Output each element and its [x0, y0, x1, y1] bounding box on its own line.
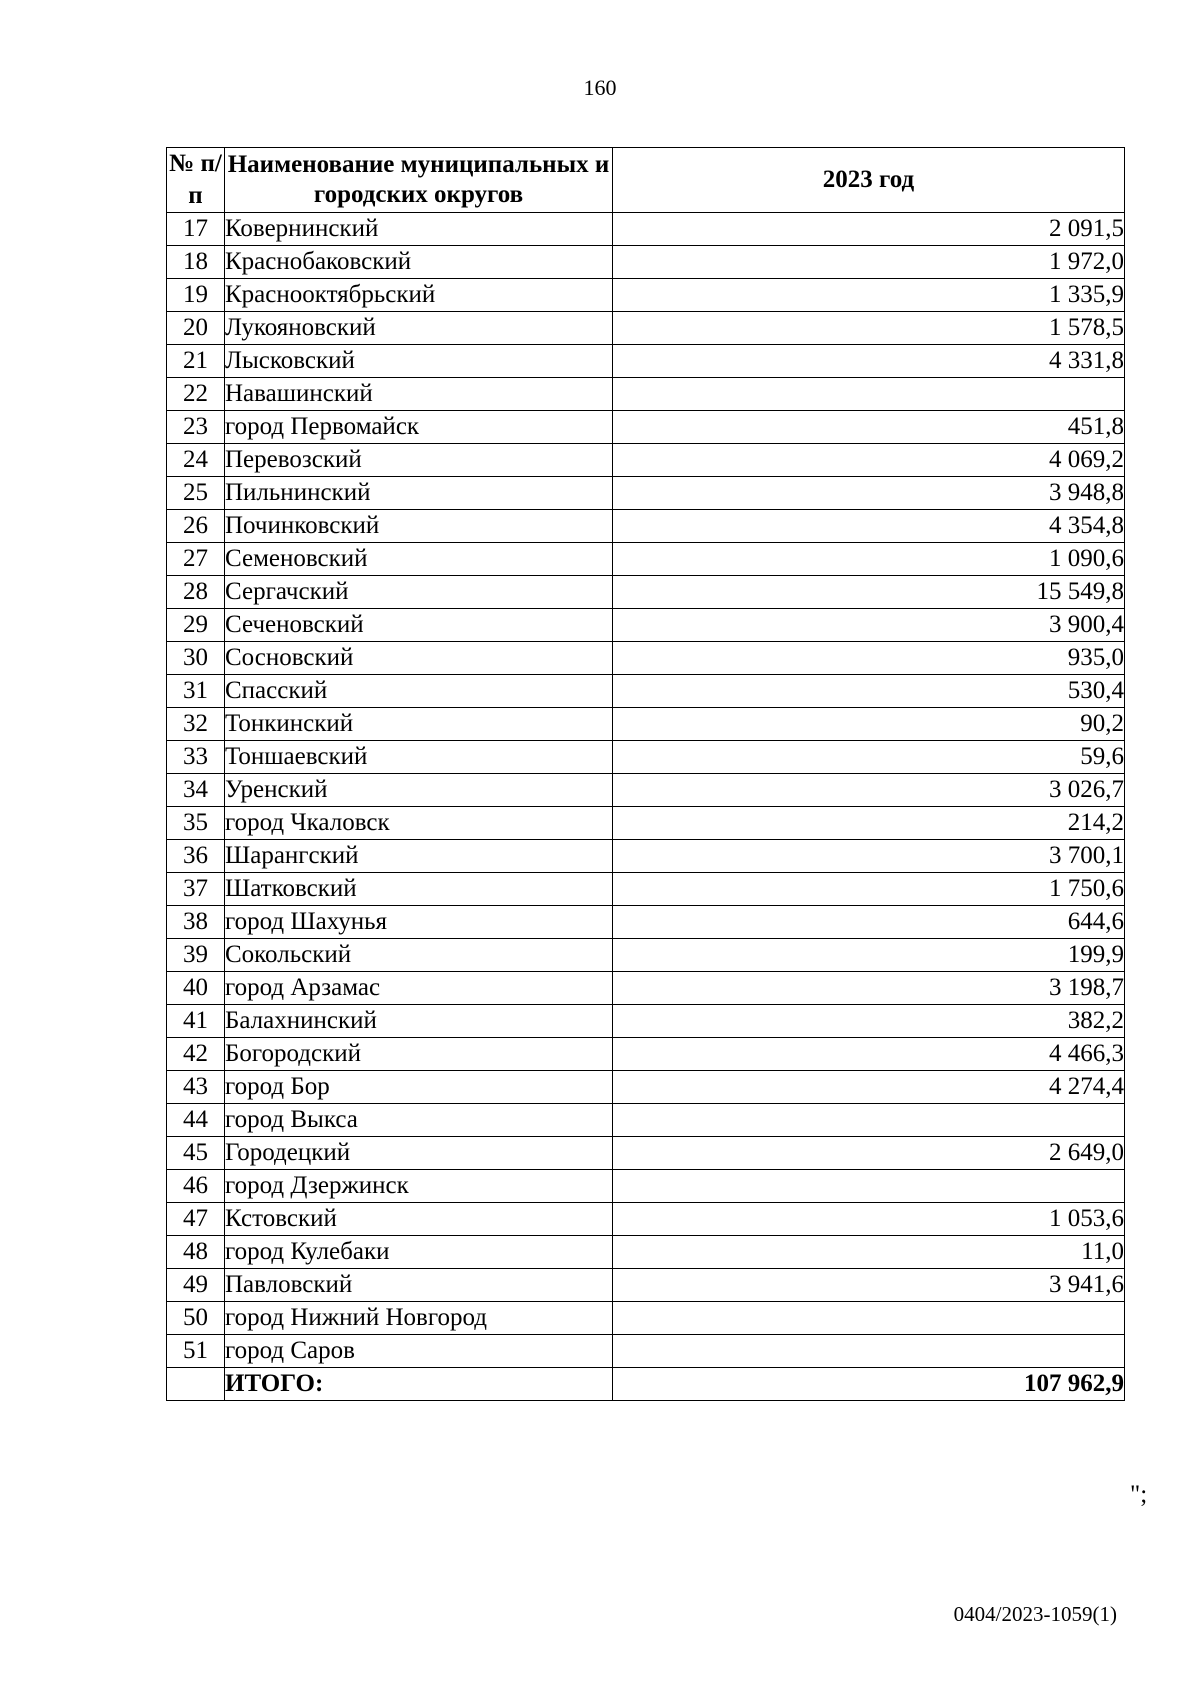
row-value — [613, 378, 1125, 411]
row-value — [613, 1302, 1125, 1335]
row-number: 44 — [167, 1104, 225, 1137]
row-value: 3 026,7 — [613, 774, 1125, 807]
row-value — [613, 1170, 1125, 1203]
row-number: 29 — [167, 609, 225, 642]
row-number: 36 — [167, 840, 225, 873]
row-name: Сокольский — [225, 939, 613, 972]
row-value: 530,4 — [613, 675, 1125, 708]
row-value — [613, 1335, 1125, 1368]
row-number: 21 — [167, 345, 225, 378]
row-name: город Дзержинск — [225, 1170, 613, 1203]
table-row — [167, 1335, 1125, 1368]
row-value: 90,2 — [613, 708, 1125, 741]
row-name: город Шахунья — [225, 906, 613, 939]
table-row — [167, 840, 1125, 873]
row-name: Городецкий — [225, 1137, 613, 1170]
row-number: 25 — [167, 477, 225, 510]
row-value: 3 941,6 — [613, 1269, 1125, 1302]
row-name: Уренский — [225, 774, 613, 807]
row-number: 46 — [167, 1170, 225, 1203]
row-name: Сосновский — [225, 642, 613, 675]
table-row — [167, 1170, 1125, 1203]
row-name: город Саров — [225, 1335, 613, 1368]
row-value: 199,9 — [613, 939, 1125, 972]
total-number-cell — [167, 1368, 225, 1401]
table-row — [167, 774, 1125, 807]
table-body — [167, 213, 1125, 1368]
row-number: 50 — [167, 1302, 225, 1335]
row-name: Пильнинский — [225, 477, 613, 510]
table-row — [167, 906, 1125, 939]
table-row — [167, 741, 1125, 774]
row-number: 31 — [167, 675, 225, 708]
row-number: 37 — [167, 873, 225, 906]
row-name: город Арзамас — [225, 972, 613, 1005]
row-number: 28 — [167, 576, 225, 609]
table-row — [167, 213, 1125, 246]
row-value — [613, 1104, 1125, 1137]
row-value: 4 274,4 — [613, 1071, 1125, 1104]
row-number: 23 — [167, 411, 225, 444]
row-name: Сеченовский — [225, 609, 613, 642]
table-row — [167, 708, 1125, 741]
row-name: Краснобаковский — [225, 246, 613, 279]
row-name: Сергачский — [225, 576, 613, 609]
row-number: 30 — [167, 642, 225, 675]
table-row — [167, 1302, 1125, 1335]
row-value: 2 649,0 — [613, 1137, 1125, 1170]
table-row — [167, 1071, 1125, 1104]
row-value: 214,2 — [613, 807, 1125, 840]
row-value: 1 972,0 — [613, 246, 1125, 279]
row-name: Павловский — [225, 1269, 613, 1302]
row-value: 1 335,9 — [613, 279, 1125, 312]
row-number: 48 — [167, 1236, 225, 1269]
row-value: 15 549,8 — [613, 576, 1125, 609]
row-value: 3 948,8 — [613, 477, 1125, 510]
row-value: 3 900,4 — [613, 609, 1125, 642]
table-row — [167, 675, 1125, 708]
row-number: 34 — [167, 774, 225, 807]
row-number: 38 — [167, 906, 225, 939]
page-number: 160 — [583, 75, 617, 100]
row-value: 3 198,7 — [613, 972, 1125, 1005]
header-value: 2023 год — [613, 148, 1125, 213]
row-number: 27 — [167, 543, 225, 576]
table-row — [167, 576, 1125, 609]
row-name: Лысковский — [225, 345, 613, 378]
table-row — [167, 246, 1125, 279]
row-number: 43 — [167, 1071, 225, 1104]
row-value: 3 700,1 — [613, 840, 1125, 873]
row-name: Краснооктябрьский — [225, 279, 613, 312]
table-row — [167, 444, 1125, 477]
row-name: город Первомайск — [225, 411, 613, 444]
row-value: 4 354,8 — [613, 510, 1125, 543]
table-row — [167, 477, 1125, 510]
row-name: Шарангский — [225, 840, 613, 873]
row-number: 42 — [167, 1038, 225, 1071]
row-number: 24 — [167, 444, 225, 477]
row-number: 20 — [167, 312, 225, 345]
table-row — [167, 1137, 1125, 1170]
document-code: 0404/2023-1059(1) — [953, 1602, 1117, 1626]
header-name: Наименование муниципальных и городских округов — [225, 148, 613, 213]
row-number: 22 — [167, 378, 225, 411]
row-value: 4 069,2 — [613, 444, 1125, 477]
table-row — [167, 1269, 1125, 1302]
table-row — [167, 543, 1125, 576]
row-value: 59,6 — [613, 741, 1125, 774]
row-name: Семеновский — [225, 543, 613, 576]
table-row — [167, 1038, 1125, 1071]
row-name: Кстовский — [225, 1203, 613, 1236]
row-name: город Нижний Новгород — [225, 1302, 613, 1335]
row-number: 40 — [167, 972, 225, 1005]
row-name: Шатковский — [225, 873, 613, 906]
row-number: 26 — [167, 510, 225, 543]
row-number: 32 — [167, 708, 225, 741]
row-value: 4 466,3 — [613, 1038, 1125, 1071]
total-row — [167, 1368, 1125, 1401]
row-name: город Чкаловск — [225, 807, 613, 840]
row-value: 451,8 — [613, 411, 1125, 444]
row-value: 935,0 — [613, 642, 1125, 675]
row-number: 35 — [167, 807, 225, 840]
table-row — [167, 642, 1125, 675]
table-row — [167, 411, 1125, 444]
row-value: 1 090,6 — [613, 543, 1125, 576]
row-value: 1 053,6 — [613, 1203, 1125, 1236]
row-value: 4 331,8 — [613, 345, 1125, 378]
row-number: 33 — [167, 741, 225, 774]
row-name: Навашинский — [225, 378, 613, 411]
row-number: 47 — [167, 1203, 225, 1236]
row-number: 49 — [167, 1269, 225, 1302]
table-row — [167, 312, 1125, 345]
table-row — [167, 378, 1125, 411]
table-row — [167, 939, 1125, 972]
table-header-row — [167, 148, 1125, 213]
table-row — [167, 807, 1125, 840]
row-number: 19 — [167, 279, 225, 312]
row-name: Починковский — [225, 510, 613, 543]
row-name: Спасский — [225, 675, 613, 708]
table-row — [167, 345, 1125, 378]
table-row — [167, 1005, 1125, 1038]
row-value: 1 750,6 — [613, 873, 1125, 906]
total-value: 107 962,9 — [613, 1368, 1125, 1401]
row-number: 18 — [167, 246, 225, 279]
table-row — [167, 1104, 1125, 1137]
row-name: Богородский — [225, 1038, 613, 1071]
row-name: Ковернинский — [225, 213, 613, 246]
closing-mark: "; — [1130, 1481, 1148, 1508]
table-row — [167, 972, 1125, 1005]
table-row — [167, 609, 1125, 642]
row-name: Балахнинский — [225, 1005, 613, 1038]
row-number: 51 — [167, 1335, 225, 1368]
table-row — [167, 873, 1125, 906]
data-table — [166, 147, 1125, 1401]
row-value: 382,2 — [613, 1005, 1125, 1038]
table-row — [167, 1203, 1125, 1236]
row-name: Лукояновский — [225, 312, 613, 345]
row-number: 39 — [167, 939, 225, 972]
row-name: Перевозский — [225, 444, 613, 477]
row-name: город Бор — [225, 1071, 613, 1104]
row-value: 2 091,5 — [613, 213, 1125, 246]
row-number: 17 — [167, 213, 225, 246]
header-number: № п/п — [167, 148, 225, 213]
table-row — [167, 510, 1125, 543]
row-value: 644,6 — [613, 906, 1125, 939]
row-value: 11,0 — [613, 1236, 1125, 1269]
row-name: город Выкса — [225, 1104, 613, 1137]
table-row — [167, 279, 1125, 312]
row-name: Тонкинский — [225, 708, 613, 741]
table-row — [167, 1236, 1125, 1269]
total-label: ИТОГО: — [225, 1368, 613, 1401]
row-name: город Кулебаки — [225, 1236, 613, 1269]
row-number: 45 — [167, 1137, 225, 1170]
row-value: 1 578,5 — [613, 312, 1125, 345]
row-number: 41 — [167, 1005, 225, 1038]
row-name: Тоншаевский — [225, 741, 613, 774]
